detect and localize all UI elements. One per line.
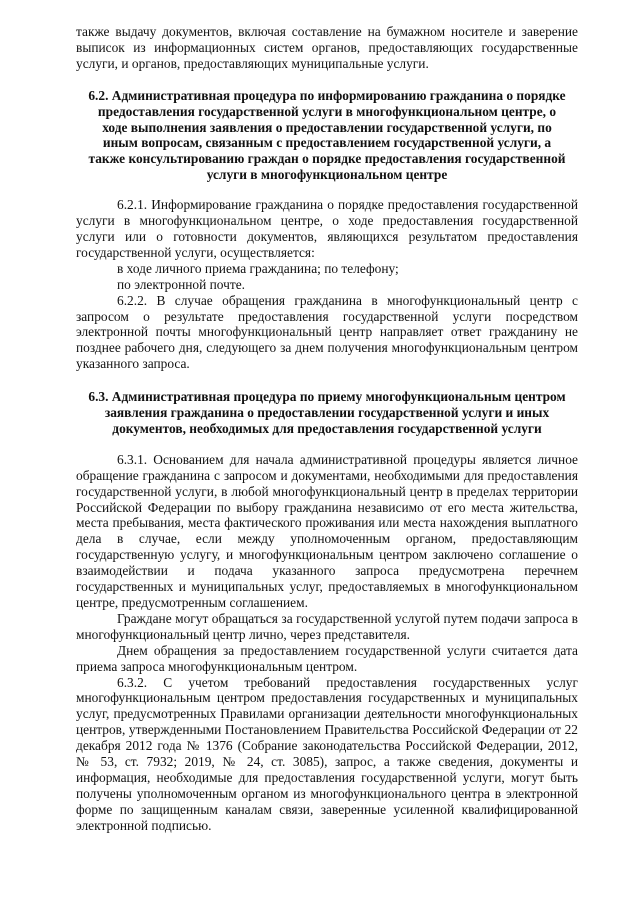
paragraph-citizens-apply: Граждане могут обращаться за государственной услугой путем подачи запроса в многофункциональный центр лично, через представителя. (76, 610, 578, 642)
paragraph-6-3-2: 6.3.2. С учетом требований предоставления государственных услуг многофункциональным центром предоставления государственных и муниципальных услуг, предусмотренных Правилами организации деятельности многофункциональных центров, утвержденными Постановлением Правительства Российской Федерации от 22 декабря 2012 года № 1376 (Собрание законодательства Российской Федерации, 2012, № 53, ст. 7932; 2019, № 24, ст. 3085), запрос, а также сведения, документы и информация, необходимые для предоставления государственной услуги, могут быть получены уполномоченным органом из многофункционального центра в электронной форме по защищенным каналам связи, заверенные усиленной квалифицированной электронной подписью. (76, 674, 578, 833)
paragraph-6-3-1: 6.3.1. Основанием для начала административной процедуры является личное обращение гражданина с запросом и документами, необходимыми для предоставления государственной услуги, в любой многофункциональный центр в пределах территории Российской Федерации по выбору гражданина независимо от его места жительства, места пребывания, места фактического проживания или места нахождения выплатного дела в случае, если между уполномоченным органом, предоставляющим государственную услугу, и многофункциональным центром заключено соглашение о взаимодействии и подача указанного запроса предусмотрена перечнем государственных и муниципальных услуг, предоставляемых в многофункциональном центре, предусмотренным соглашением. (76, 451, 578, 610)
paragraph-application-day: Днем обращения за предоставлением государственной услуги считается дата приема запроса многофункциональным центром. (76, 642, 578, 674)
list-item-email: по электронной почте. (117, 276, 246, 292)
section-6-2-heading: 6.2. Административная процедура по информированию гражданина о порядке предоставления государственной услуги в многофункциональном центре, о ходе выполнения заявления о предоставлении государственной услуги, по иным вопросам, связанным с предоставлением государственной услуги, а также консультированию граждан о порядке предоставления государственной услуги в многофункциональном центре (88, 87, 566, 183)
paragraph-6-2-2: 6.2.2. В случае обращения гражданина в многофункциональный центр с запросом о результате предоставления государственной услуги посредством электронной почты многофункциональный центр направляет ответ гражданину не позднее рабочего дня, следующего за днем получения многофункциональным центром указанного запроса. (76, 292, 578, 372)
list-item-personal-reception: в ходе личного приема гражданина; по телефону; (117, 260, 399, 276)
paragraph-6-2-1: 6.2.1. Информирование гражданина о порядке предоставления государственной услуги в многофункциональном центре, о ходе предоставления государственной услуги или о готовности документов, являющихся результатом предоставления государственной услуги, осуществляется: (76, 197, 578, 260)
intro-paragraph: также выдачу документов, включая составление на бумажном носителе и заверение выписок из информационных систем органов, предоставляющих государственные услуги, и органов, предоставляющих муниципальные услуги. (76, 24, 578, 71)
section-6-3-heading: 6.3. Административная процедура по приему многофункциональным центром заявления гражданина о предоставлении государственной услуги и иных документов, необходимых для предоставления государственной услуги (88, 389, 566, 436)
